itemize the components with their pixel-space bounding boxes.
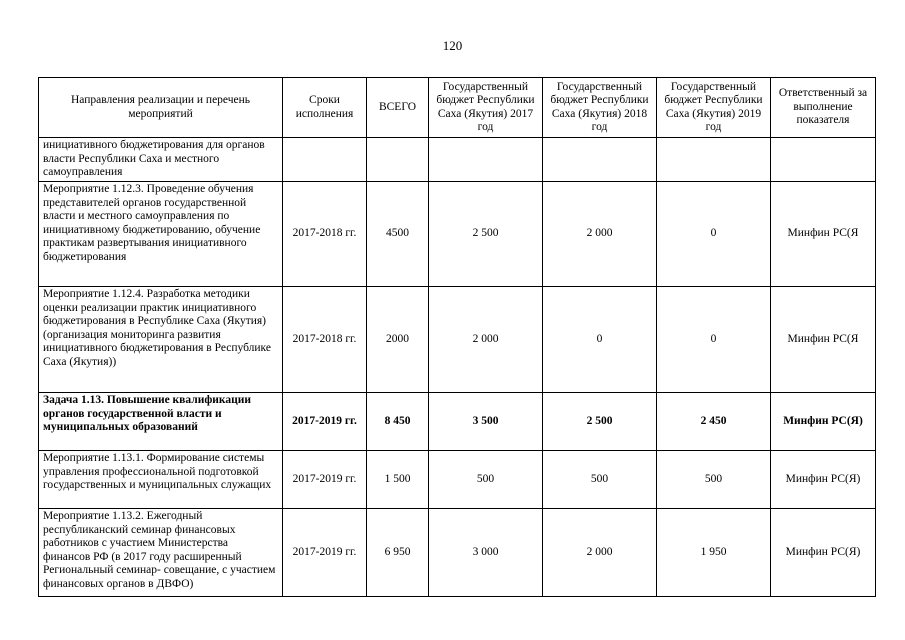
row-budget-2017: 500 xyxy=(429,451,543,509)
header-total: ВСЕГО xyxy=(367,78,429,138)
row-responsible: Минфин РС(Я) xyxy=(771,451,876,509)
header-budget-2018: Государственный бюджет Республики Саха (Якутия) 2018 год xyxy=(543,78,657,138)
row-period: 2017-2019 гг. xyxy=(283,393,367,451)
row-budget-2019 xyxy=(657,138,771,182)
row-period: 2017-2018 гг. xyxy=(283,182,367,287)
row-budget-2018: 2 000 xyxy=(543,509,657,597)
row-description: инициативного бюджетирования для органов власти Республики Саха и местного самоуправления xyxy=(39,138,283,182)
row-budget-2018 xyxy=(543,138,657,182)
row-period xyxy=(283,138,367,182)
row-responsible: Минфин РС(Я xyxy=(771,182,876,287)
row-total: 2000 xyxy=(367,287,429,393)
header-direction: Направления реализации и перечень мероприятий xyxy=(39,78,283,138)
table-row xyxy=(39,287,876,393)
table-row xyxy=(39,182,876,287)
row-total: 8 450 xyxy=(367,393,429,451)
row-budget-2018: 2 000 xyxy=(543,182,657,287)
row-description: Мероприятие 1.13.2. Ежегодный республиканский семинар финансовых работников с участием Министерства финансов РФ (в 2017 году расширенный Региональный семинар- совещание, с участием финансовых органов в ДВФО) xyxy=(39,509,283,597)
table-row xyxy=(39,509,876,597)
table-header-row xyxy=(39,78,876,138)
row-total: 6 950 xyxy=(367,509,429,597)
table-row xyxy=(39,138,876,182)
row-description: Мероприятие 1.12.4. Разработка методики оценки реализации практик инициативного бюджетирования в Республике Саха (Якутия) (организация мониторинга развития инициативного бюджетирования в Республике Саха (Якутия)) xyxy=(39,287,283,393)
row-period: 2017-2018 гг. xyxy=(283,287,367,393)
row-responsible xyxy=(771,138,876,182)
row-budget-2018: 2 500 xyxy=(543,393,657,451)
table-row-task xyxy=(39,393,876,451)
row-responsible: Минфин РС(Я xyxy=(771,287,876,393)
row-responsible: Минфин РС(Я) xyxy=(771,509,876,597)
row-description: Задача 1.13. Повышение квалификации органов государственной власти и муниципальных образований xyxy=(39,393,283,451)
row-budget-2019: 500 xyxy=(657,451,771,509)
header-budget-2017: Государственный бюджет Республики Саха (Якутия) 2017 год xyxy=(429,78,543,138)
row-budget-2019: 1 950 xyxy=(657,509,771,597)
row-budget-2017: 3 000 xyxy=(429,509,543,597)
row-description: Мероприятие 1.13.1. Формирование системы управления профессиональной подготовкой государственных и муниципальных служащих xyxy=(39,451,283,509)
table-row xyxy=(39,451,876,509)
header-budget-2019: Государственный бюджет Республики Саха (Якутия) 2019 год xyxy=(657,78,771,138)
row-total xyxy=(367,138,429,182)
row-budget-2018: 500 xyxy=(543,451,657,509)
row-budget-2017 xyxy=(429,138,543,182)
row-budget-2019: 0 xyxy=(657,182,771,287)
row-period: 2017-2019 гг. xyxy=(283,509,367,597)
row-description: Мероприятие 1.12.3. Проведение обучения представителей органов государственной власти и местного самоуправления по инициативному бюджетированию, обучение практикам развертывания инициативного бюджетирования xyxy=(39,182,283,287)
row-budget-2018: 0 xyxy=(543,287,657,393)
header-period: Сроки исполнения xyxy=(283,78,367,138)
row-budget-2017: 2 500 xyxy=(429,182,543,287)
budget-table xyxy=(38,77,876,597)
row-budget-2017: 3 500 xyxy=(429,393,543,451)
header-responsible: Ответственный за выполнение показателя xyxy=(771,78,876,138)
row-responsible: Минфин РС(Я) xyxy=(771,393,876,451)
row-budget-2019: 2 450 xyxy=(657,393,771,451)
row-budget-2019: 0 xyxy=(657,287,771,393)
row-budget-2017: 2 000 xyxy=(429,287,543,393)
row-total: 4500 xyxy=(367,182,429,287)
page-number: 120 xyxy=(442,38,463,53)
row-total: 1 500 xyxy=(367,451,429,509)
row-period: 2017-2019 гг. xyxy=(283,451,367,509)
